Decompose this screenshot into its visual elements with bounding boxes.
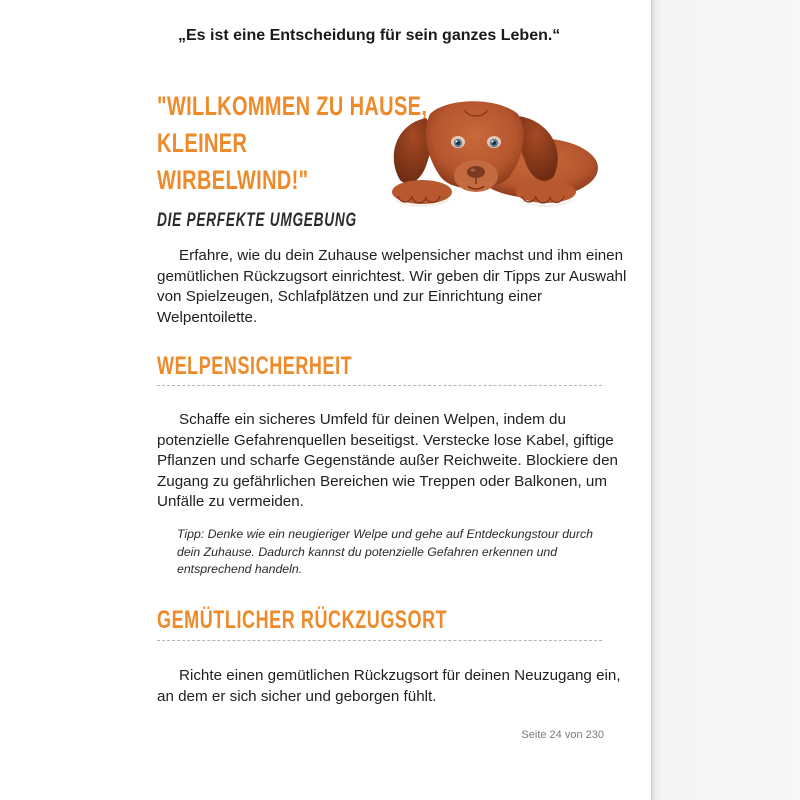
page-margin-background [652, 0, 800, 800]
headline-line-1: "WILLKOMMEN ZU HAUSE, [157, 91, 428, 121]
puppy-image [386, 96, 600, 216]
tip-box: Tipp: Denke wie ein neugieriger Welpe und gehe auf Entdeckungstour durch dein Zuhause. Dadurch kannst du potenzielle Gefahren erkennen und entsprechend handeln. [177, 527, 593, 576]
section-heading-retreat: GEMÜTLICHER RÜCKZUGSORT [157, 606, 448, 634]
section-divider [157, 640, 602, 641]
chapter-headline [157, 88, 428, 199]
section-heading-safety: WELPENSICHERHEIT [157, 352, 353, 380]
safety-paragraph: Schaffe ein sicheres Umfeld für deinen Welpen, indem du potenzielle Gefahrenquellen beseitigst. Verstecke lose Kabel, giftige Pflanzen und scharfe Gegenstände außer Reichweite. Blockiere den Zugang zu gefährlichen Bereichen wie Treppen oder Balkonen, um Unfälle zu vermeiden. [157, 411, 618, 510]
headline-line-2: KLEINER [157, 128, 248, 158]
chapter-subheadline: DIE PERFEKTE UMGEBUNG [157, 210, 357, 231]
page-number: Seite 24 von 230 [521, 729, 604, 741]
intro-paragraph: Erfahre, wie du dein Zuhause welpensicher machst und ihm einen gemütlichen Rückzugsort einrichtest. Wir geben dir Tipps zur Auswahl von Spielzeugen, Schlafplätzen und zur Einrichtung einer Welpentoilette. [157, 247, 627, 326]
section-divider [157, 385, 602, 386]
retreat-paragraph: Richte einen gemütlichen Rückzugsort für deinen Neuzugang ein, an dem er sich sicher und geborgen fühlt. [157, 667, 621, 705]
page-quote: „Es ist eine Entscheidung für sein ganzes Leben.“ [178, 27, 561, 44]
headline-line-3: WIRBELWIND!" [157, 165, 309, 195]
